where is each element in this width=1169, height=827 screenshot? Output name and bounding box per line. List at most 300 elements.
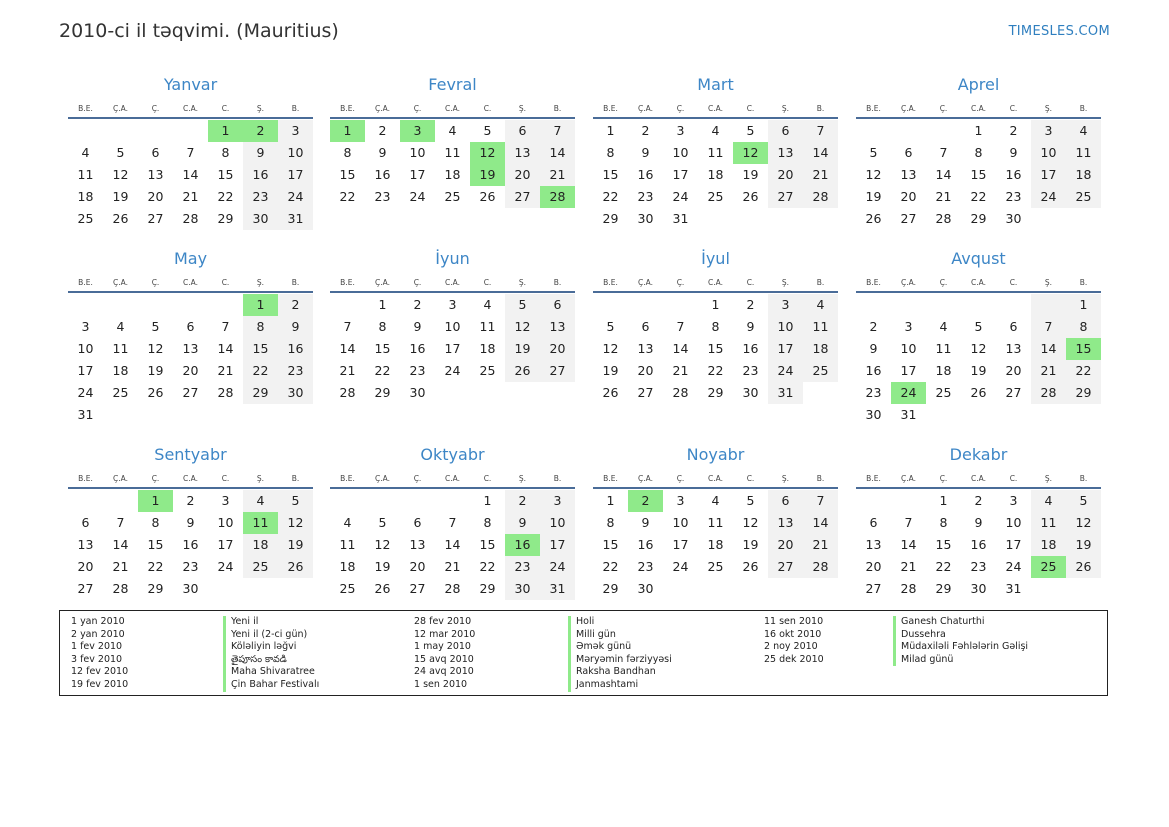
day-cell: 4 xyxy=(1066,120,1101,142)
day-cell: 27 xyxy=(182,385,199,400)
day-cell: 23 xyxy=(637,559,654,574)
day-cell: 16 xyxy=(637,167,654,182)
empty-cell xyxy=(68,294,103,316)
holiday-date: 1 may 2010 xyxy=(414,641,471,653)
day-cell: 7 xyxy=(343,319,352,334)
day-cell: 27 xyxy=(540,360,575,382)
day-cell: 3 xyxy=(676,493,685,508)
day-cell: 14 xyxy=(935,167,952,182)
day-cell: 15 xyxy=(374,341,391,356)
weekday-header xyxy=(856,101,1101,119)
day-cell: 8 xyxy=(606,145,615,160)
weekday-label: B.E. xyxy=(340,474,355,483)
day-cell: 16 xyxy=(505,534,540,556)
day-cell: 5 xyxy=(869,145,878,160)
day-cell: 10 xyxy=(900,341,917,356)
holiday-date: 19 fev 2010 xyxy=(71,678,129,690)
day-grid xyxy=(856,120,1101,230)
weekday-label: B. xyxy=(816,474,825,483)
month-2 xyxy=(330,75,575,208)
weekday-label: B.E. xyxy=(78,278,93,287)
day-cell: 7 xyxy=(676,319,685,334)
day-cell: 10 xyxy=(278,142,313,164)
empty-cell xyxy=(505,382,540,404)
day-cell: 28 xyxy=(182,211,199,226)
day-cell: 3 xyxy=(1031,120,1066,142)
day-cell: 4 xyxy=(803,294,838,316)
weekday-label: B.E. xyxy=(78,474,93,483)
day-cell: 5 xyxy=(151,319,160,334)
day-cell: 14 xyxy=(540,142,575,164)
day-cell: 20 xyxy=(77,559,94,574)
holiday-name: Milli gün xyxy=(568,629,672,642)
day-cell: 8 xyxy=(974,145,983,160)
empty-cell xyxy=(733,578,768,600)
day-cell: 25 xyxy=(339,581,356,596)
empty-cell xyxy=(103,294,138,316)
day-cell: 4 xyxy=(343,515,352,530)
day-cell: 7 xyxy=(186,145,195,160)
day-cell: 12 xyxy=(733,142,768,164)
day-cell: 24 xyxy=(1005,559,1022,574)
day-grid xyxy=(593,120,838,230)
day-cell: 23 xyxy=(243,186,278,208)
day-cell: 11 xyxy=(935,341,952,356)
day-cell: 14 xyxy=(803,142,838,164)
day-grid xyxy=(68,120,313,230)
month-8 xyxy=(856,249,1101,426)
day-cell: 2 xyxy=(1009,123,1018,138)
day-cell: 1 xyxy=(208,120,243,142)
empty-cell xyxy=(138,404,173,426)
day-cell: 22 xyxy=(935,559,952,574)
day-cell: 25 xyxy=(803,360,838,382)
day-cell: 10 xyxy=(540,512,575,534)
day-cell: 8 xyxy=(243,316,278,338)
day-cell: 23 xyxy=(278,360,313,382)
weekday-label: Ş. xyxy=(1044,474,1053,483)
day-cell: 8 xyxy=(939,515,948,530)
weekday-label: C.A. xyxy=(182,474,198,483)
day-cell: 17 xyxy=(1031,164,1066,186)
day-cell: 29 xyxy=(935,581,952,596)
day-cell: 28 xyxy=(672,385,689,400)
day-cell: 19 xyxy=(742,167,759,182)
day-cell: 6 xyxy=(904,145,913,160)
holiday-name: Ganesh Chaturthi xyxy=(893,616,1028,629)
day-cell: 2 xyxy=(278,294,313,316)
empty-cell xyxy=(891,294,926,316)
holiday-date: 28 fev 2010 xyxy=(414,616,472,627)
day-cell: 25 xyxy=(707,189,724,204)
weekday-label: B.E. xyxy=(603,474,618,483)
weekday-header xyxy=(593,471,838,489)
day-cell: 9 xyxy=(505,512,540,534)
holiday-date: 12 mar 2010 xyxy=(414,628,476,640)
day-cell: 29 xyxy=(1066,382,1101,404)
day-cell: 26 xyxy=(479,189,496,204)
day-cell: 21 xyxy=(803,534,838,556)
weekday-label: Ç.A. xyxy=(374,278,390,287)
weekday-label: C.A. xyxy=(444,104,460,113)
weekday-label: B.E. xyxy=(340,278,355,287)
day-cell: 22 xyxy=(147,559,164,574)
empty-cell xyxy=(470,382,505,404)
day-cell: 28 xyxy=(112,581,129,596)
month-name: Sentyabr xyxy=(154,445,227,464)
day-cell: 30 xyxy=(243,208,278,230)
empty-cell xyxy=(278,578,313,600)
day-cell: 22 xyxy=(243,360,278,382)
empty-cell xyxy=(996,404,1031,426)
day-cell: 11 xyxy=(1031,512,1066,534)
day-cell: 15 xyxy=(479,537,496,552)
day-cell: 21 xyxy=(112,559,129,574)
weekday-label: C.A. xyxy=(970,474,986,483)
day-cell: 2 xyxy=(974,493,983,508)
day-cell: 22 xyxy=(217,189,234,204)
day-cell: 25 xyxy=(243,556,278,578)
day-cell: 13 xyxy=(768,142,803,164)
empty-cell xyxy=(1031,294,1066,316)
day-cell: 31 xyxy=(540,578,575,600)
day-cell: 26 xyxy=(147,385,164,400)
weekday-label: Ç.A. xyxy=(637,104,653,113)
day-cell: 19 xyxy=(505,338,540,360)
day-cell: 8 xyxy=(221,145,230,160)
day-cell: 26 xyxy=(865,211,882,226)
day-cell: 20 xyxy=(182,363,199,378)
day-grid xyxy=(856,490,1101,600)
day-cell: 7 xyxy=(939,145,948,160)
day-cell: 3 xyxy=(278,120,313,142)
empty-cell xyxy=(243,578,278,600)
day-cell: 22 xyxy=(602,559,619,574)
weekday-label: B. xyxy=(291,104,300,113)
month-12 xyxy=(856,445,1101,600)
day-cell: 13 xyxy=(1005,341,1022,356)
empty-cell xyxy=(208,578,243,600)
month-name: May xyxy=(173,249,208,268)
holiday-date: 16 okt 2010 xyxy=(764,628,822,640)
day-cell: 27 xyxy=(505,186,540,208)
day-cell: 25 xyxy=(479,363,496,378)
weekday-label: Ç.A. xyxy=(900,474,916,483)
day-cell: 5 xyxy=(1066,490,1101,512)
day-cell: 15 xyxy=(243,338,278,360)
day-cell: 25 xyxy=(112,385,129,400)
day-cell: 8 xyxy=(151,515,160,530)
weekday-header xyxy=(856,471,1101,489)
day-cell: 3 xyxy=(676,123,685,138)
weekday-header xyxy=(330,275,575,293)
day-cell: 14 xyxy=(900,537,917,552)
empty-cell xyxy=(400,490,435,512)
day-cell: 3 xyxy=(904,319,913,334)
day-cell: 21 xyxy=(182,189,199,204)
weekday-label: Ç.A. xyxy=(637,474,653,483)
day-cell: 5 xyxy=(746,493,755,508)
day-cell: 14 xyxy=(803,512,838,534)
day-cell: 24 xyxy=(409,189,426,204)
day-cell: 30 xyxy=(1005,211,1022,226)
day-cell: 22 xyxy=(602,189,619,204)
weekday-label: C.A. xyxy=(707,474,723,483)
weekday-label: Ş. xyxy=(256,104,265,113)
day-cell: 8 xyxy=(483,515,492,530)
day-cell: 22 xyxy=(970,189,987,204)
day-cell: 27 xyxy=(77,581,94,596)
day-cell: 4 xyxy=(939,319,948,334)
day-cell: 5 xyxy=(746,123,755,138)
weekday-label: Ş. xyxy=(781,104,790,113)
month-name: İyul xyxy=(701,249,730,268)
empty-cell xyxy=(961,294,996,316)
day-cell: 12 xyxy=(505,316,540,338)
day-cell: 26 xyxy=(505,360,540,382)
weekday-label: Ş. xyxy=(256,278,265,287)
empty-cell xyxy=(593,294,628,316)
weekday-label: C. xyxy=(483,474,492,483)
day-grid xyxy=(330,294,575,404)
day-cell: 2 xyxy=(746,297,755,312)
weekday-label: Ç. xyxy=(413,278,422,287)
weekday-label: B. xyxy=(291,474,300,483)
weekday-label: Ç. xyxy=(413,474,422,483)
day-cell: 9 xyxy=(243,142,278,164)
weekday-label: Ç. xyxy=(676,278,685,287)
weekday-label: C.A. xyxy=(444,474,460,483)
day-cell: 1 xyxy=(1066,294,1101,316)
weekday-header xyxy=(68,275,313,293)
day-cell: 11 xyxy=(707,145,724,160)
day-cell: 1 xyxy=(483,493,492,508)
day-cell: 9 xyxy=(869,341,878,356)
weekday-label: B.E. xyxy=(866,104,881,113)
weekday-label: Ç.A. xyxy=(112,474,128,483)
day-cell: 20 xyxy=(540,338,575,360)
day-grid xyxy=(68,490,313,600)
day-cell: 18 xyxy=(707,537,724,552)
weekday-label: B. xyxy=(816,278,825,287)
weekday-label: Ç.A. xyxy=(374,104,390,113)
day-cell: 18 xyxy=(243,534,278,556)
day-cell: 14 xyxy=(112,537,129,552)
empty-cell xyxy=(856,294,891,316)
empty-cell xyxy=(243,404,278,426)
day-cell: 12 xyxy=(865,167,882,182)
weekday-label: C.A. xyxy=(707,278,723,287)
weekday-label: Ç. xyxy=(151,104,160,113)
day-cell: 6 xyxy=(869,515,878,530)
day-cell: 29 xyxy=(479,581,496,596)
holiday-list-box xyxy=(59,610,1108,696)
day-cell: 16 xyxy=(637,537,654,552)
day-cell: 5 xyxy=(606,319,615,334)
day-cell: 15 xyxy=(217,167,234,182)
day-cell: 8 xyxy=(378,319,387,334)
day-cell: 7 xyxy=(116,515,125,530)
day-cell: 3 xyxy=(768,294,803,316)
weekday-label: B.E. xyxy=(603,278,618,287)
day-grid xyxy=(593,490,838,600)
empty-cell xyxy=(856,120,891,142)
weekday-label: B.E. xyxy=(866,474,881,483)
day-cell: 25 xyxy=(77,211,94,226)
day-grid xyxy=(856,294,1101,426)
day-cell: 13 xyxy=(900,167,917,182)
day-cell: 1 xyxy=(138,490,173,512)
empty-cell xyxy=(208,404,243,426)
day-cell: 2 xyxy=(186,493,195,508)
day-cell: 3 xyxy=(1009,493,1018,508)
day-cell: 30 xyxy=(742,385,759,400)
weekday-label: Ç.A. xyxy=(374,474,390,483)
day-cell: 20 xyxy=(865,559,882,574)
day-grid xyxy=(593,294,838,404)
day-cell: 24 xyxy=(217,559,234,574)
day-cell: 31 xyxy=(278,208,313,230)
day-cell: 20 xyxy=(768,164,803,186)
day-cell: 24 xyxy=(540,556,575,578)
day-cell: 18 xyxy=(112,363,129,378)
day-cell: 30 xyxy=(278,382,313,404)
day-cell: 11 xyxy=(112,341,129,356)
weekday-header xyxy=(330,101,575,119)
weekday-label: Ç. xyxy=(413,104,422,113)
day-cell: 4 xyxy=(448,123,457,138)
day-cell: 2 xyxy=(378,123,387,138)
month-name: Noyabr xyxy=(686,445,745,464)
day-cell: 23 xyxy=(505,556,540,578)
day-cell: 28 xyxy=(900,581,917,596)
day-cell: 18 xyxy=(707,167,724,182)
holiday-dates-col-2 xyxy=(414,616,475,692)
weekday-label: B. xyxy=(553,278,562,287)
month-6 xyxy=(330,249,575,404)
day-cell: 22 xyxy=(374,363,391,378)
month-name: Oktyabr xyxy=(420,445,485,464)
holiday-name: Maha Shivaratree xyxy=(223,666,319,679)
holiday-date: 25 dek 2010 xyxy=(764,653,824,665)
page-title: 2010-ci il təqvimi. (Mauritius) xyxy=(59,20,339,42)
day-cell: 29 xyxy=(147,581,164,596)
day-cell: 19 xyxy=(147,363,164,378)
day-cell: 14 xyxy=(1031,338,1066,360)
empty-cell xyxy=(1066,208,1101,230)
day-cell: 17 xyxy=(217,537,234,552)
day-cell: 21 xyxy=(672,363,689,378)
day-cell: 14 xyxy=(217,341,234,356)
day-cell: 19 xyxy=(970,363,987,378)
weekday-label: C. xyxy=(221,278,230,287)
weekday-label: Ş. xyxy=(781,474,790,483)
day-grid xyxy=(68,294,313,426)
empty-cell xyxy=(435,382,470,404)
weekday-label: B. xyxy=(816,104,825,113)
empty-cell xyxy=(663,578,698,600)
day-cell: 15 xyxy=(339,167,356,182)
day-cell: 6 xyxy=(413,515,422,530)
month-name: Fevral xyxy=(428,75,477,94)
day-cell: 27 xyxy=(1005,385,1022,400)
weekday-label: C.A. xyxy=(707,104,723,113)
site-link[interactable]: TIMESLES.COM xyxy=(1008,24,1110,39)
day-cell: 20 xyxy=(1005,363,1022,378)
day-cell: 18 xyxy=(479,341,496,356)
day-cell: 27 xyxy=(900,211,917,226)
day-cell: 30 xyxy=(505,578,540,600)
empty-cell xyxy=(803,578,838,600)
day-cell: 17 xyxy=(278,164,313,186)
day-cell: 31 xyxy=(768,382,803,404)
day-cell: 26 xyxy=(970,385,987,400)
day-cell: 26 xyxy=(374,581,391,596)
empty-cell xyxy=(768,208,803,230)
day-cell: 17 xyxy=(768,338,803,360)
day-cell: 16 xyxy=(865,363,882,378)
weekday-label: C.A. xyxy=(970,104,986,113)
weekday-label: Ş. xyxy=(256,474,265,483)
day-cell: 16 xyxy=(742,341,759,356)
month-name: Mart xyxy=(697,75,734,94)
day-cell: 17 xyxy=(672,167,689,182)
day-cell: 25 xyxy=(444,189,461,204)
day-cell: 13 xyxy=(182,341,199,356)
holiday-names-col-2 xyxy=(568,616,672,692)
day-cell: 22 xyxy=(707,363,724,378)
day-cell: 9 xyxy=(746,319,755,334)
weekday-label: B. xyxy=(1079,474,1088,483)
day-cell: 30 xyxy=(970,581,987,596)
holiday-date: 1 fev 2010 xyxy=(71,641,123,653)
day-cell: 3 xyxy=(448,297,457,312)
weekday-label: Ş. xyxy=(518,474,527,483)
day-cell: 13 xyxy=(865,537,882,552)
month-name: Avqust xyxy=(951,249,1006,268)
day-cell: 3 xyxy=(400,120,435,142)
holiday-dates-col-1 xyxy=(71,616,128,692)
holiday-name: Milad günü xyxy=(893,654,1028,667)
day-cell: 6 xyxy=(81,515,90,530)
holiday-name: Məryəmin fərziyyəsi xyxy=(568,654,672,667)
day-cell: 11 xyxy=(1066,142,1101,164)
weekday-label: Ç.A. xyxy=(112,104,128,113)
day-cell: 12 xyxy=(602,341,619,356)
day-cell: 15 xyxy=(935,537,952,552)
empty-cell xyxy=(103,490,138,512)
day-cell: 28 xyxy=(339,385,356,400)
day-cell: 4 xyxy=(483,297,492,312)
day-cell: 3 xyxy=(540,490,575,512)
day-cell: 20 xyxy=(505,164,540,186)
day-cell: 19 xyxy=(865,189,882,204)
day-cell: 17 xyxy=(444,341,461,356)
month-10 xyxy=(330,445,575,600)
holiday-name: తైపూసం కావడి xyxy=(223,654,319,667)
day-cell: 24 xyxy=(444,363,461,378)
day-cell: 6 xyxy=(186,319,195,334)
weekday-label: Ç.A. xyxy=(112,278,128,287)
day-cell: 7 xyxy=(540,120,575,142)
day-cell: 18 xyxy=(444,167,461,182)
day-cell: 13 xyxy=(409,537,426,552)
day-cell: 30 xyxy=(409,385,426,400)
empty-cell xyxy=(1066,578,1101,600)
day-cell: 18 xyxy=(803,338,838,360)
day-cell: 9 xyxy=(974,515,983,530)
day-cell: 5 xyxy=(378,515,387,530)
